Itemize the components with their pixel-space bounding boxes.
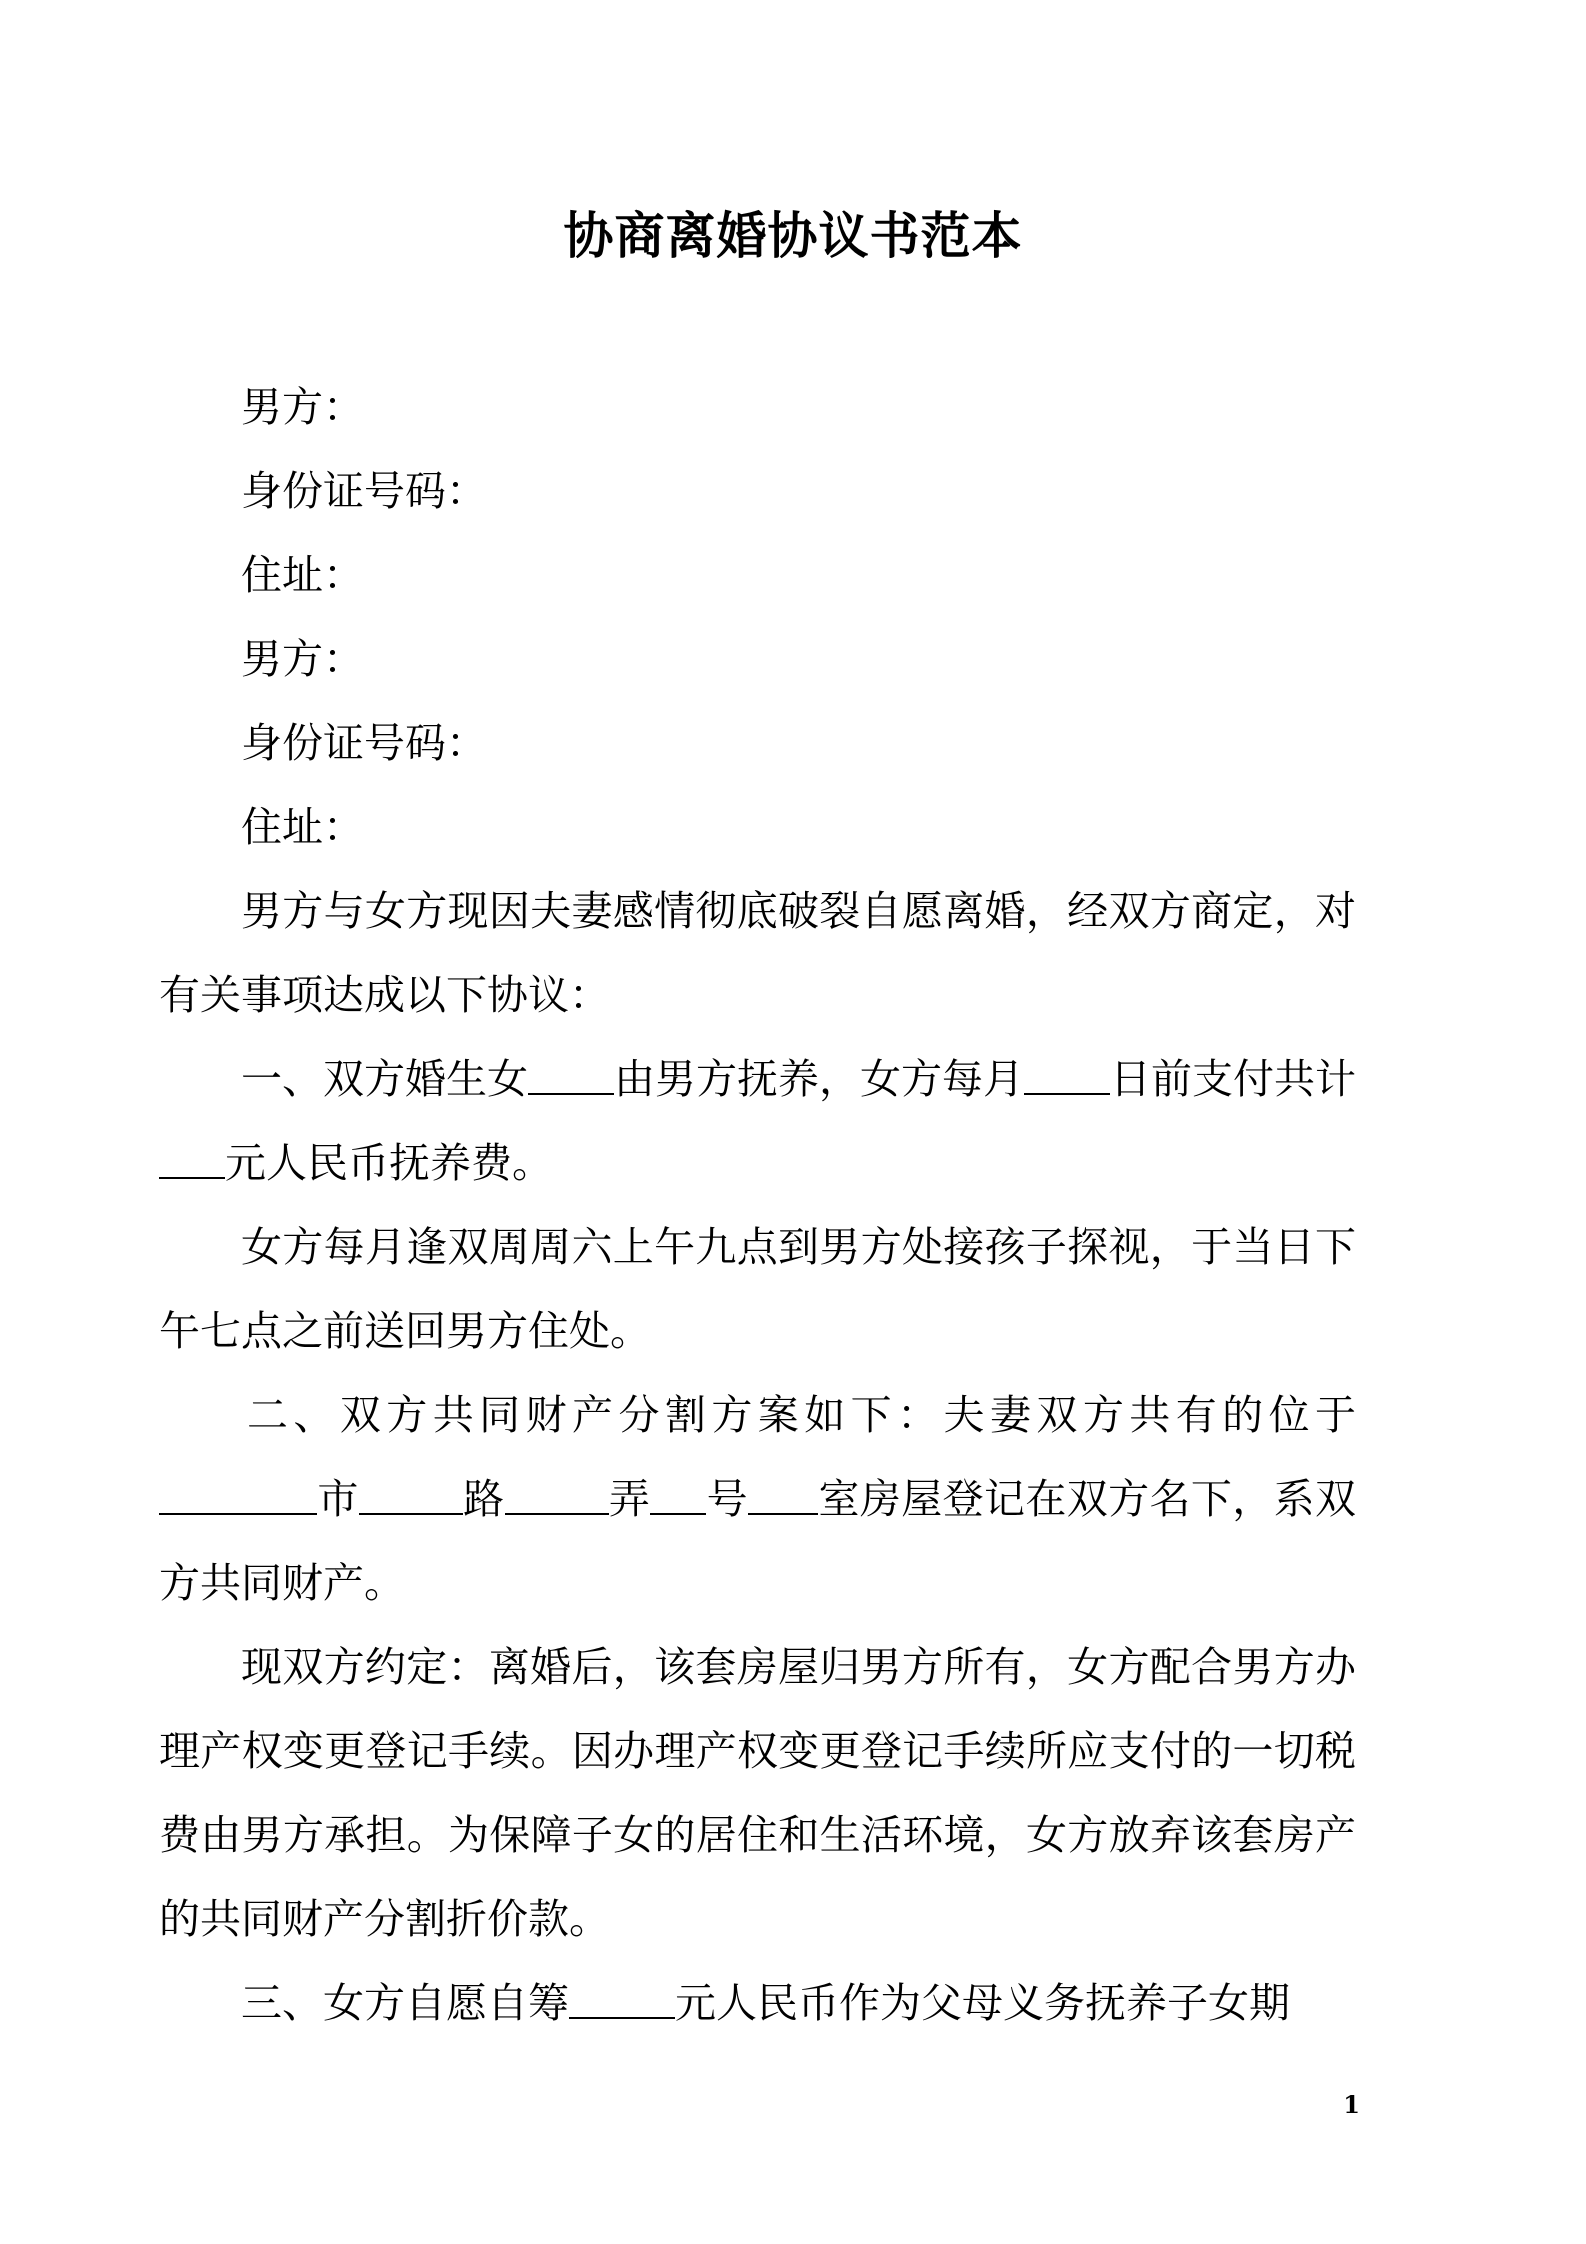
clause-1-text-a: 一、双方婚生女 <box>241 1055 528 1103</box>
road-label: 路 <box>462 1475 505 1523</box>
road-blank <box>359 1479 463 1515</box>
city-label: 市 <box>317 1475 359 1523</box>
clause-1-text-c: 日前支付共计 <box>1110 1055 1356 1103</box>
self-raised-amount-blank <box>569 1983 675 2019</box>
page-number: 1 <box>1343 2090 1360 2119</box>
clause-3-paragraph <box>159 1961 1356 2045</box>
field-husband-id: 身份证号码： <box>241 467 487 515</box>
city-blank <box>159 1479 317 1515</box>
field-husband-address: 住址： <box>241 551 364 599</box>
document-body <box>241 365 1356 869</box>
clause-2-text-b: 室房屋登记在双方名下，系双方共同财产。 <box>159 1475 1357 1607</box>
clause-3-text-a: 三、女方自愿自筹 <box>241 1979 569 2027</box>
support-amount-blank <box>159 1143 225 1179</box>
lane-blank <box>505 1479 609 1515</box>
visitation-paragraph: 女方每月逢双周周六上午九点到男方处接孩子探视，于当日下午七点之前送回男方住处。 <box>159 1223 1356 1355</box>
agreement-text <box>159 869 1357 2045</box>
lane-label: 弄 <box>608 1475 651 1523</box>
clause-2-text-a: 二、双方共同财产分割方案如下：夫妻双方共有的位于 <box>247 1391 1356 1439</box>
child-name-blank <box>528 1059 614 1095</box>
field-second-party-address: 住址： <box>241 803 364 851</box>
clause-1-paragraph <box>159 1037 1356 1205</box>
intro-paragraph: 男方与女方现因夫妻感情彻底破裂自愿离婚，经双方商定，对有关事项达成以下协议： <box>159 887 1356 1019</box>
field-second-party: 男方： <box>241 635 364 683</box>
room-blank <box>748 1479 818 1515</box>
payment-day-blank <box>1024 1059 1110 1095</box>
number-blank <box>650 1479 706 1515</box>
number-label: 号 <box>706 1475 749 1523</box>
clause-2-paragraph <box>159 1373 1356 1625</box>
document-title: 协商离婚协议书范本 <box>563 207 1023 265</box>
field-second-party-id: 身份证号码： <box>241 719 487 767</box>
property-agreement-paragraph: 现双方约定：离婚后，该套房屋归男方所有，女方配合男方办理产权变更登记手续。因办理产权变更登记手续所应支付的一切税费由男方承担。为保障子女的居住和生活环境，女方放弃该套房产的共同财产分割折价款。 <box>159 1643 1356 1943</box>
clause-3-text-b: 元人民币作为父母义务抚养子女期 <box>675 1979 1290 2027</box>
clause-1-text-b: 由男方抚养，女方每月 <box>614 1055 1024 1103</box>
clause-1-text-d: 元人民币抚养费。 <box>225 1139 553 1187</box>
field-husband: 男方： <box>241 383 364 431</box>
